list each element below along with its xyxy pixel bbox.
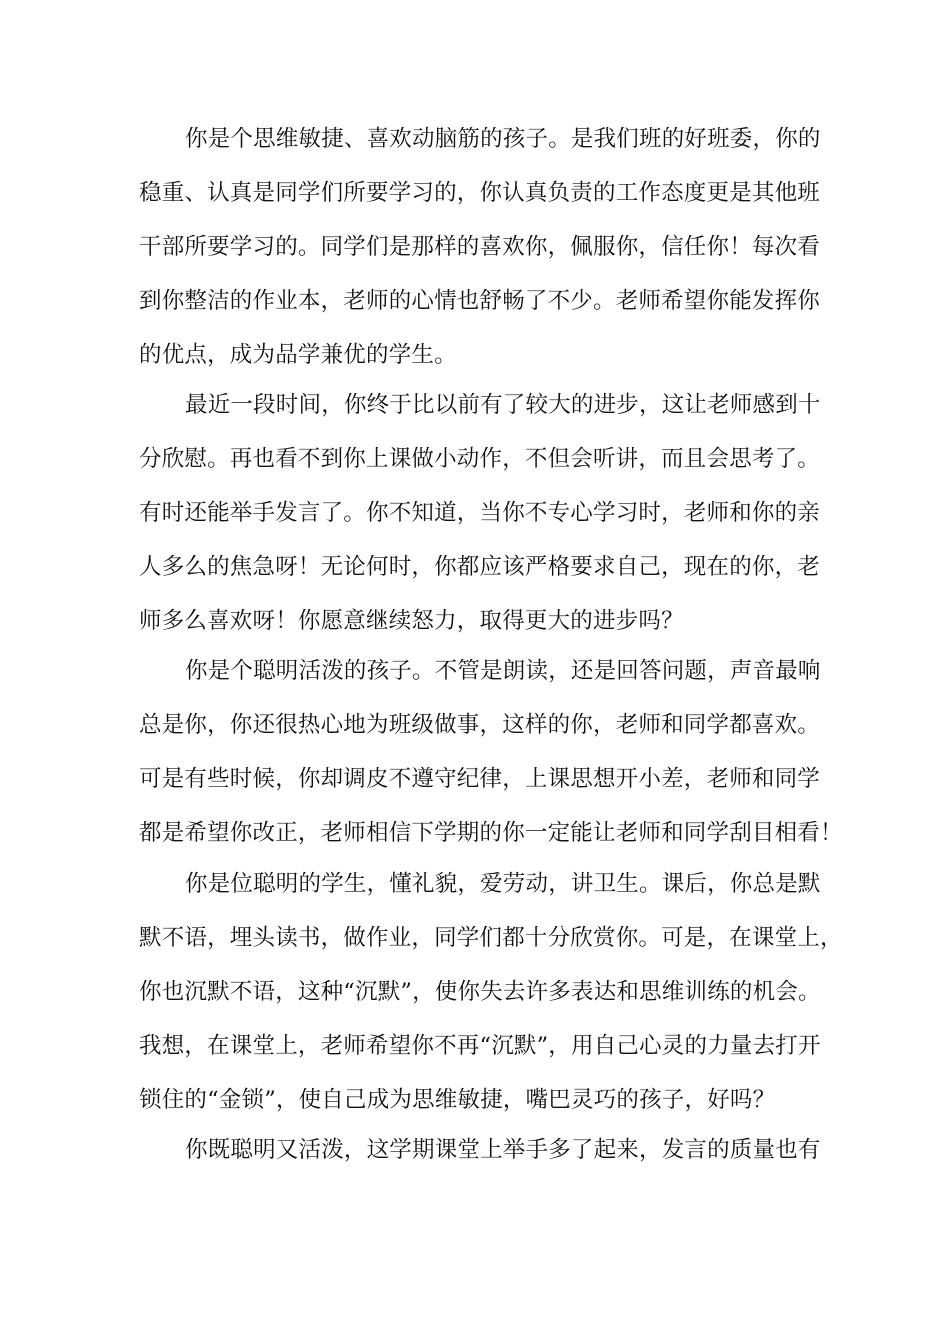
paragraph-line: 你是个聪明活泼的孩子。不管是朗读，还是回答问题，声音最响 [185, 658, 821, 684]
paragraph-line: 你是个思维敏捷、喜欢动脑筋的孩子。是我们班的好班委，你的 [185, 126, 821, 152]
paragraph-line: 都是希望你改正，老师相信下学期的你一定能让老师和同学刮目相看！ [139, 820, 843, 846]
paragraph-1 [139, 112, 839, 382]
paragraph-3 [139, 644, 843, 860]
paragraph-5 [139, 1123, 839, 1177]
paragraph-line: 总是你，你还很热心地为班级做事，这样的你，老师和同学都喜欢。 [139, 712, 821, 738]
paragraph-line: 干部所要学习的。同学们是那样的喜欢你，佩服你，信任你！每次看 [139, 234, 821, 260]
paragraph-line: 有时还能举手发言了。你不知道，当你不专心学习时，老师和你的亲 [139, 500, 821, 526]
paragraph-line: 你是位聪明的学生，懂礼貌，爱劳动，讲卫生。课后，你总是默 [185, 871, 821, 897]
paragraph-line: 到你整洁的作业本，老师的心情也舒畅了不少。老师希望你能发挥你 [139, 288, 821, 314]
paragraph-line: 我想，在课堂上，老师希望你不再“沉默”，用自己心灵的力量去打开 [139, 1033, 821, 1059]
paragraph-line: 师多么喜欢呀！你愿意继续怒力，取得更大的进步吗？ [139, 608, 684, 634]
paragraph-line: 默不语，埋头读书，做作业，同学们都十分欣赏你。可是，在课堂上， [139, 925, 843, 951]
paragraph-4 [139, 857, 843, 1127]
paragraph-line: 锁住的“金锁”，使自己成为思维敏捷，嘴巴灵巧的孩子，好吗？ [139, 1087, 776, 1113]
paragraph-line: 稳重、认真是同学们所要学习的，你认真负责的工作态度更是其他班 [139, 180, 821, 206]
paragraph-line: 你也沉默不语，这种“沉默”，使你失去许多表达和思维训练的机会。 [139, 979, 821, 1005]
paragraph-line: 人多么的焦急呀！无论何时，你都应该严格要求自己，现在的你，老 [139, 554, 821, 580]
paragraph-line: 可是有些时候，你却调皮不遵守纪律，上课思想开小差，老师和同学 [139, 766, 821, 792]
paragraph-line: 你既聪明又活泼，这学期课堂上举手多了起来，发言的质量也有 [185, 1137, 821, 1163]
paragraph-line: 的优点，成为品学兼优的学生。 [139, 342, 457, 368]
paragraph-line: 最近一段时间，你终于比以前有了较大的进步，这让老师感到十 [185, 392, 821, 418]
paragraph-2 [139, 378, 839, 648]
paragraph-line: 分欣慰。再也看不到你上课做小动作，不但会听讲，而且会思考了。 [139, 446, 821, 472]
